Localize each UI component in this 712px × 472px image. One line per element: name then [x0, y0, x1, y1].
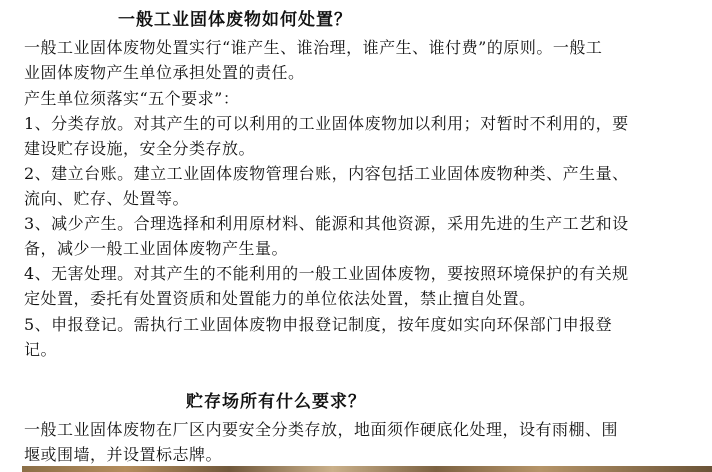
paragraph-line: 流向、贮存、处置等。	[24, 189, 190, 208]
paragraph-line: 2、建立台账。建立工业固体废物管理台账，内容包括工业固体废物种类、产生量、	[24, 164, 629, 183]
paragraph-line: 3、减少产生。合理选择和利用原材料、能源和其他资源，采用先进的生产工艺和设	[24, 214, 629, 233]
paragraph-line: 记。	[24, 340, 58, 359]
paragraph-line: 业固体废物产生单位承担处置的责任。	[24, 63, 305, 82]
paragraph-line: 5、申报登记。需执行工业固体废物申报登记制度，按年度如实向环保部门申报登	[24, 315, 613, 334]
paragraph-line: 4、无害处理。对其产生的不能利用的一般工业固体废物，要按照环境保护的有关规	[24, 264, 629, 283]
section-paragraph-line: 一般工业固体废物在厂区内要安全分类存放，地面须作硬底化处理，设有雨棚、围	[24, 420, 619, 439]
paragraph-line: 定处置，委托有处置资质和处置能力的单位依法处置，禁止擅自处置。	[24, 289, 536, 308]
paragraph-line: 备，减少一般工业固体废物产生量。	[24, 239, 289, 258]
section-paragraph-line: 堰或围墙，并设置标志牌。	[24, 445, 223, 464]
paragraph-line: 一般工业固体废物处置实行“谁产生、谁治理，谁产生、谁付费”的原则。一般工	[24, 38, 603, 57]
photo-edge	[22, 466, 712, 472]
paragraph-line: 产生单位须落实“五个要求”：	[24, 89, 240, 108]
main-title: 一般工业固体废物如何处置？	[118, 10, 352, 30]
paragraph-line: 1、分类存放。对其产生的可以利用的工业固体废物加以利用；对暂时不利用的，要	[24, 114, 629, 133]
paragraph-line: 建设贮存设施，安全分类存放。	[24, 139, 256, 158]
section-title: 贮存场所有什么要求？	[186, 392, 366, 412]
